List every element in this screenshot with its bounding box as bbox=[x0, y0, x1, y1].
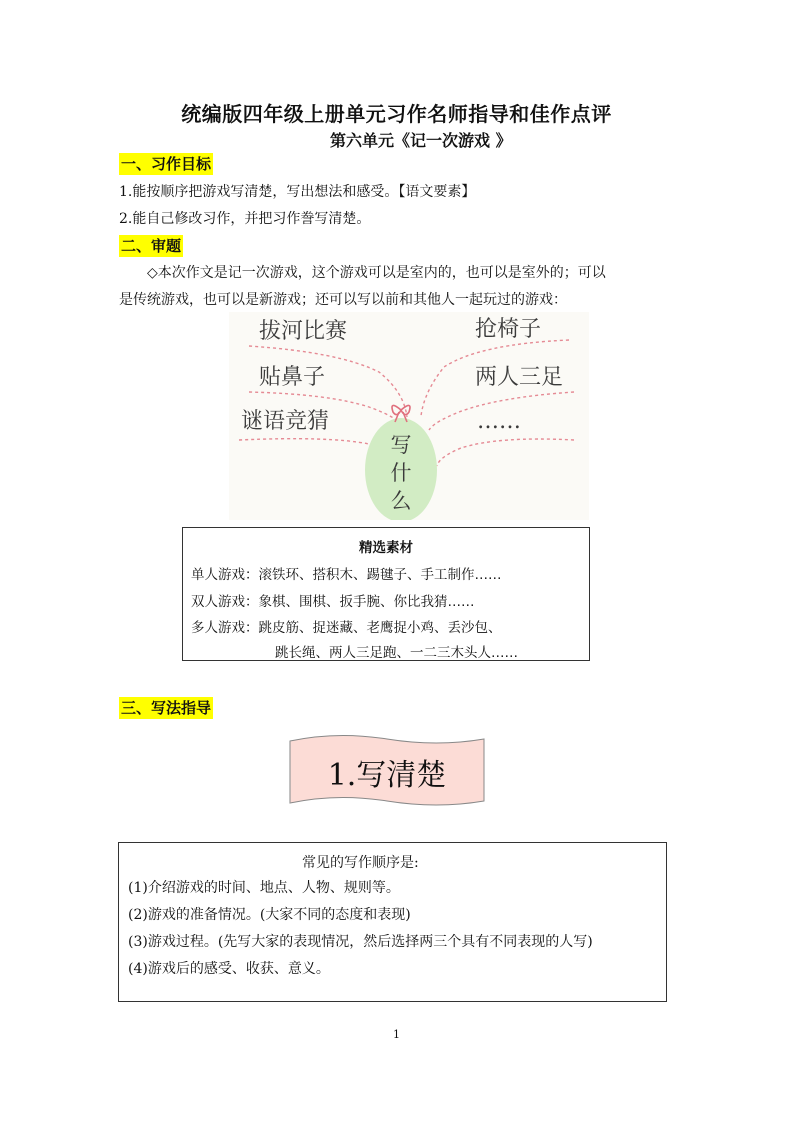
mindmap-item-musical-chairs: 抢椅子 bbox=[475, 317, 542, 342]
section-heading-goals: 一、习作目标 bbox=[121, 155, 212, 173]
writing-order-item-4: (4)游戏后的感受、收获、意义。 bbox=[128, 961, 330, 977]
goal-line-1: 1.能按顺序把游戏写清楚，写出想法和感受。【语文要素】 bbox=[119, 184, 476, 200]
writing-order-title: 常见的写作顺序是: bbox=[302, 855, 419, 871]
materials-row-multi: 多人游戏：跳皮筋、捉迷藏、老鹰捉小鸡、丢沙包、 bbox=[191, 620, 502, 636]
section-heading-topic: 二、审题 bbox=[121, 237, 182, 255]
materials-row-multi-continued: 跳长绳、两人三足跑、一二三木头人…… bbox=[275, 645, 518, 661]
mindmap-item-three-legged-race: 两人三足 bbox=[475, 365, 564, 390]
topic-paragraph-line-2: 是传统游戏，也可以是新游戏；还可以写以前和其他人一起玩过的游戏： bbox=[119, 292, 567, 308]
materials-row-single: 单人游戏：滚铁环、搭积木、踢毽子、手工制作…… bbox=[191, 567, 502, 583]
mindmap-illustration bbox=[229, 312, 589, 520]
materials-box bbox=[182, 527, 590, 661]
writing-order-item-1: (1)介绍游戏的时间、地点、人物、规则等。 bbox=[128, 880, 400, 896]
topic-paragraph-line-1: ◇本次作文是记一次游戏，这个游戏可以是室内的，也可以是室外的；可以 bbox=[147, 265, 606, 281]
goal-line-2: 2.能自己修改习作，并把习作誊写清楚。 bbox=[119, 211, 371, 227]
mindmap-center-char-1: 写 bbox=[390, 433, 412, 457]
page-number: 1 bbox=[393, 1028, 400, 1041]
ribbon-label: 1.写清楚 bbox=[327, 758, 447, 793]
mindmap-item-more: …… bbox=[477, 409, 521, 434]
mindmap-item-riddle-guessing: 谜语竞猜 bbox=[241, 409, 330, 434]
mindmap-item-pin-the-nose: 贴鼻子 bbox=[259, 365, 326, 390]
mindmap-center-char-3: 么 bbox=[390, 489, 412, 513]
section-heading-writing-guide: 三、写法指导 bbox=[121, 699, 212, 717]
writing-order-item-3: (3)游戏过程。(先写大家的表现情况，然后选择两三个具有不同表现的人写) bbox=[128, 934, 593, 950]
writing-order-box bbox=[118, 842, 667, 1002]
mindmap-center-char-2: 什 bbox=[390, 461, 412, 485]
document-subtitle: 第六单元《记一次游戏 》 bbox=[330, 131, 512, 150]
writing-order-item-2: (2)游戏的准备情况。(大家不同的态度和表现) bbox=[128, 907, 411, 923]
document-title: 统编版四年级上册单元习作名师指导和佳作点评 bbox=[181, 102, 612, 126]
mindmap-item-tug-of-war: 拔河比赛 bbox=[259, 319, 348, 344]
materials-box-title: 精选素材 bbox=[359, 540, 413, 556]
ribbon-banner bbox=[287, 733, 487, 809]
materials-row-double: 双人游戏：象棋、围棋、扳手腕、你比我猜…… bbox=[191, 594, 475, 610]
